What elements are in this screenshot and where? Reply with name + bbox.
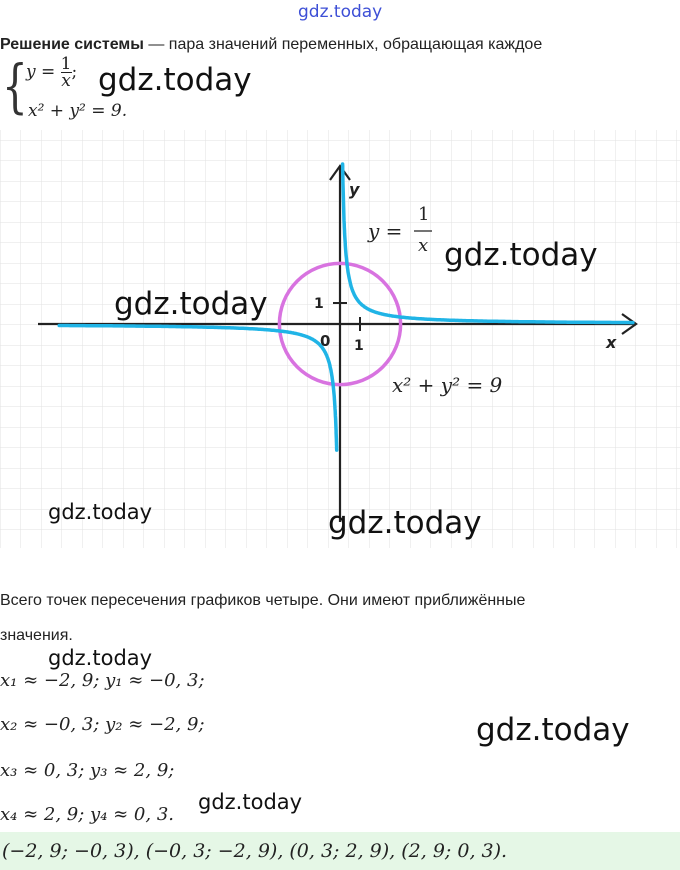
- point-3: x₃ ≈ 0, 3; y₃ ≈ 2, 9;: [0, 760, 175, 781]
- watermark-system: gdz.today: [98, 62, 252, 98]
- hyperbola-label-den: x: [418, 235, 429, 256]
- x-unit-label: 1: [354, 338, 364, 354]
- watermark-graph-bottom: gdz.today: [328, 505, 482, 541]
- system-eq2: x² + y² = 9.: [28, 101, 128, 121]
- eq1-tail: ;: [71, 62, 78, 82]
- circle-label: x² + y² = 9: [392, 373, 503, 397]
- function-graph: [0, 130, 680, 548]
- summary-line-2: значения.: [0, 627, 73, 644]
- watermark-graph-left: gdz.today: [114, 286, 268, 322]
- system-eq1: [26, 56, 77, 89]
- summary-line-1: Всего точек пересечения графиков четыре. Они имеют приближённые: [0, 592, 526, 609]
- point-1: x₁ ≈ −2, 9; y₁ ≈ −0, 3;: [0, 670, 205, 691]
- hyperbola-label-lhs: y =: [368, 219, 403, 243]
- system-brace: {: [2, 52, 28, 120]
- intro-text: [0, 36, 542, 54]
- eq1-lhs: y =: [26, 62, 56, 82]
- point-4: x₄ ≈ 2, 9; y₄ ≈ 0, 3.: [0, 804, 175, 825]
- watermark-graph-bottom-left: gdz.today: [48, 500, 153, 524]
- y-unit-label: 1: [314, 296, 324, 312]
- point-2: x₂ ≈ −0, 3; y₂ ≈ −2, 9;: [0, 714, 205, 735]
- eq1-den: x: [61, 71, 71, 91]
- hyperbola-label-num: 1: [418, 204, 430, 225]
- watermark-points-right: gdz.today: [476, 712, 630, 748]
- answer-box: [0, 832, 680, 870]
- origin-label: 0: [320, 332, 331, 350]
- eq1-num: 1: [60, 54, 72, 74]
- watermark-points-1: gdz.today: [48, 646, 153, 670]
- watermark-graph-right: gdz.today: [444, 237, 598, 273]
- intro-bold: Решение системы: [0, 36, 144, 53]
- x-axis-label: x: [606, 333, 617, 352]
- watermark-points-2: gdz.today: [198, 790, 303, 814]
- intro-rest: — пара значений переменных, обращающая каждое: [143, 36, 543, 53]
- watermark-top: gdz.today: [298, 2, 383, 22]
- answer-text: (−2, 9; −0, 3), (−0, 3; −2, 9), (0, 3; 2, 9), (2, 9; 0, 3).: [2, 840, 508, 862]
- y-axis-label: y: [349, 180, 360, 199]
